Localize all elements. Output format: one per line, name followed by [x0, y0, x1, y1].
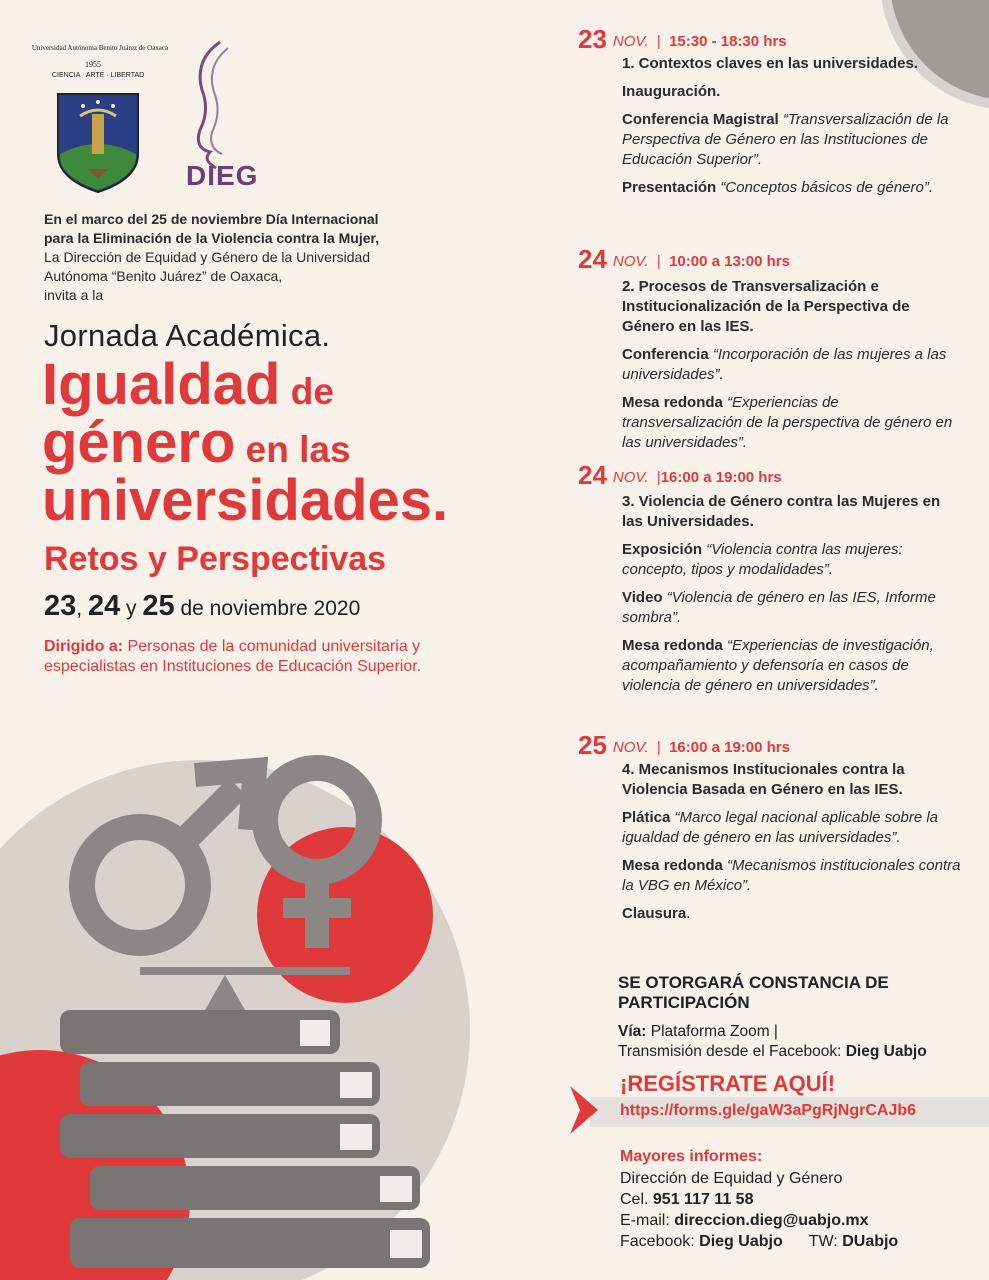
via-value: Plataforma Zoom |: [646, 1023, 778, 1040]
intro-line: En el marco del 25 de noviembre Día Internacional: [44, 211, 379, 227]
date-day: 23: [44, 590, 77, 622]
dieg-logo-text: DIEG: [186, 160, 259, 191]
item-type: Conferencia: [622, 346, 709, 363]
item-type: Exposición: [622, 541, 703, 558]
contact-department: Dirección de Equidad y Género: [620, 1170, 843, 1187]
title-word: género: [42, 410, 236, 475]
audience-text: [44, 637, 464, 677]
event-dates: [44, 590, 360, 623]
via-label: Vía:: [618, 1023, 647, 1040]
facebook-stream-link[interactable]: Dieg Uabjo: [845, 1043, 927, 1060]
twitter-label: TW:: [808, 1233, 843, 1250]
event-subtitle: Jornada Académica.: [44, 318, 331, 353]
item-title: “Marco legal nacional aplicable sobre la igualdad de género en las universidades”.: [622, 809, 939, 846]
email-label: E-mail:: [620, 1212, 675, 1229]
session-day: 25: [578, 730, 607, 760]
session-item: [622, 540, 962, 580]
event-title: [42, 352, 522, 533]
item-title: .: [686, 905, 691, 922]
session-sep: |: [648, 469, 661, 486]
register-heading: ¡REGÍSTRATE AQUÍ!: [620, 1071, 836, 1096]
intro-line: para la Eliminación de la Violencia contra la Mujer,: [44, 230, 380, 246]
session-item: [622, 110, 962, 170]
title-word: de: [280, 371, 334, 412]
date-month: de noviembre 2020: [174, 597, 361, 620]
arrow-right-icon: [566, 1082, 602, 1138]
email-link[interactable]: direccion.dieg@uabjo.mx: [674, 1212, 869, 1229]
item-title: “Experiencias de investigación, acompañamiento y defensoría en casos de violencia de género en universidades”.: [622, 637, 934, 694]
item-type: Clausura: [622, 905, 687, 922]
session-2-details: [622, 277, 962, 461]
session-sep: |: [648, 739, 670, 756]
twitter-link[interactable]: DUabjo: [842, 1233, 899, 1250]
platform-info: [618, 1022, 988, 1062]
date-sep: y: [120, 597, 143, 620]
date-day: 25: [142, 590, 175, 622]
session-item: [622, 808, 962, 848]
session-heading: 2. Procesos de Transversalización e Institucionalización de la Perspectiva de Género en las IES.: [622, 278, 910, 335]
session-item: [622, 82, 962, 102]
phone-number[interactable]: 951 117 11 58: [652, 1191, 754, 1208]
intro-line: Autónoma “Benito Juárez” de Oaxaca,: [44, 268, 283, 284]
session-item: [622, 636, 962, 696]
session-1-date: [578, 24, 787, 55]
audience-value: Personas de la comunidad universitaria y especialistas en Instituciones de Educación Superior.: [44, 638, 422, 675]
item-type: Conferencia Magistral: [622, 111, 779, 128]
university-name-arc: Universidad Autónoma Benito Juárez de Oaxaca: [31, 44, 169, 52]
item-type: Mesa redonda: [622, 637, 723, 654]
item-type: Mesa redonda: [622, 857, 723, 874]
session-day: 24: [578, 460, 607, 490]
title-word: Igualdad: [42, 352, 281, 417]
item-title: “Incorporación de las mujeres a las universidades”.: [622, 346, 947, 383]
intro-text: [44, 210, 444, 305]
session-month: NOV.: [612, 253, 649, 270]
session-1-details: [622, 54, 962, 206]
session-item: [622, 588, 962, 628]
session-item: [622, 178, 962, 198]
session-month: NOV.: [612, 739, 649, 756]
certificate-notice: SE OTORGARÁ CONSTANCIA DE PARTICIPACIÓN: [618, 973, 889, 1012]
session-day: 23: [578, 24, 607, 54]
item-type: Inauguración.: [622, 83, 721, 100]
register-link[interactable]: https://forms.gle/gaW3aPgRjNgrCAJb6: [620, 1102, 917, 1119]
session-day: 24: [578, 244, 607, 274]
item-title: “Violencia contra las mujeres: concepto, tipos y modalidades”.: [622, 541, 903, 578]
title-word: universidades.: [42, 468, 449, 533]
session-3-details: [622, 492, 962, 704]
item-title: “Transversalización de la Perspectiva de Género en las Instituciones de Educación Superior”.: [622, 111, 949, 168]
session-heading: 4. Mecanismos Institucionales contra la Violencia Basada en Género en las IES.: [622, 761, 905, 798]
intro-line: invita a la: [44, 287, 104, 303]
session-time: 16:00 a 19:00 hrs: [660, 469, 782, 486]
item-type: Video: [622, 589, 663, 606]
session-item: [622, 904, 962, 924]
facebook-link[interactable]: Dieg Uabjo: [699, 1233, 783, 1250]
session-item: [622, 393, 962, 453]
audience-label: Dirigido a:: [44, 638, 124, 655]
event-tagline: Retos y Perspectivas: [44, 540, 387, 578]
intro-line: La Dirección de Equidad y Género de la Universidad: [44, 249, 371, 265]
item-type: Presentación: [622, 179, 717, 196]
contact-info: [620, 1168, 989, 1252]
facebook-stream-label: Transmisión desde el Facebook:: [618, 1043, 846, 1060]
session-time: 10:00 a 13:00 hrs: [669, 253, 790, 270]
date-day: 24: [87, 590, 121, 622]
item-type: Mesa redonda: [622, 394, 723, 411]
session-4-details: [622, 760, 962, 932]
session-time: 15:30 - 18:30 hrs: [669, 33, 787, 50]
session-month: NOV.: [612, 469, 649, 486]
phone-label: Cel.: [620, 1191, 653, 1208]
date-sep: ,: [76, 597, 88, 620]
more-info-heading: Mayores informes:: [620, 1148, 763, 1165]
session-sep: |: [648, 253, 670, 270]
item-title: “Mecanismos institucionales contra la VBG en México”.: [622, 857, 961, 894]
item-title: “Violencia de género en las IES, Informe sombra”.: [622, 589, 936, 626]
session-4-date: [578, 730, 790, 761]
session-2-date: [578, 244, 790, 275]
university-motto: CIENCIA · ARTE · LIBERTAD: [52, 72, 145, 79]
title-word: en las: [235, 429, 351, 470]
session-heading: 1. Contextos claves en las universidades.: [622, 55, 918, 72]
session-item: [622, 856, 962, 896]
university-year: 1955: [85, 60, 101, 69]
session-time: 16:00 a 19:00 hrs: [669, 739, 790, 756]
session-3-date: [578, 460, 782, 491]
item-title: “Conceptos básicos de género”.: [716, 179, 934, 196]
session-month: NOV.: [612, 33, 649, 50]
session-sep: |: [648, 33, 670, 50]
facebook-label: Facebook:: [620, 1233, 700, 1250]
item-type: Plática: [622, 809, 671, 826]
session-heading: 3. Violencia de Género contra las Mujeres en las Universidades.: [622, 493, 941, 530]
gender-symbols-books-illustration: [0, 700, 600, 1280]
item-title: “Experiencias de transversalización de la perspectiva de género en las universidades”.: [622, 394, 953, 451]
session-item: [622, 345, 962, 385]
